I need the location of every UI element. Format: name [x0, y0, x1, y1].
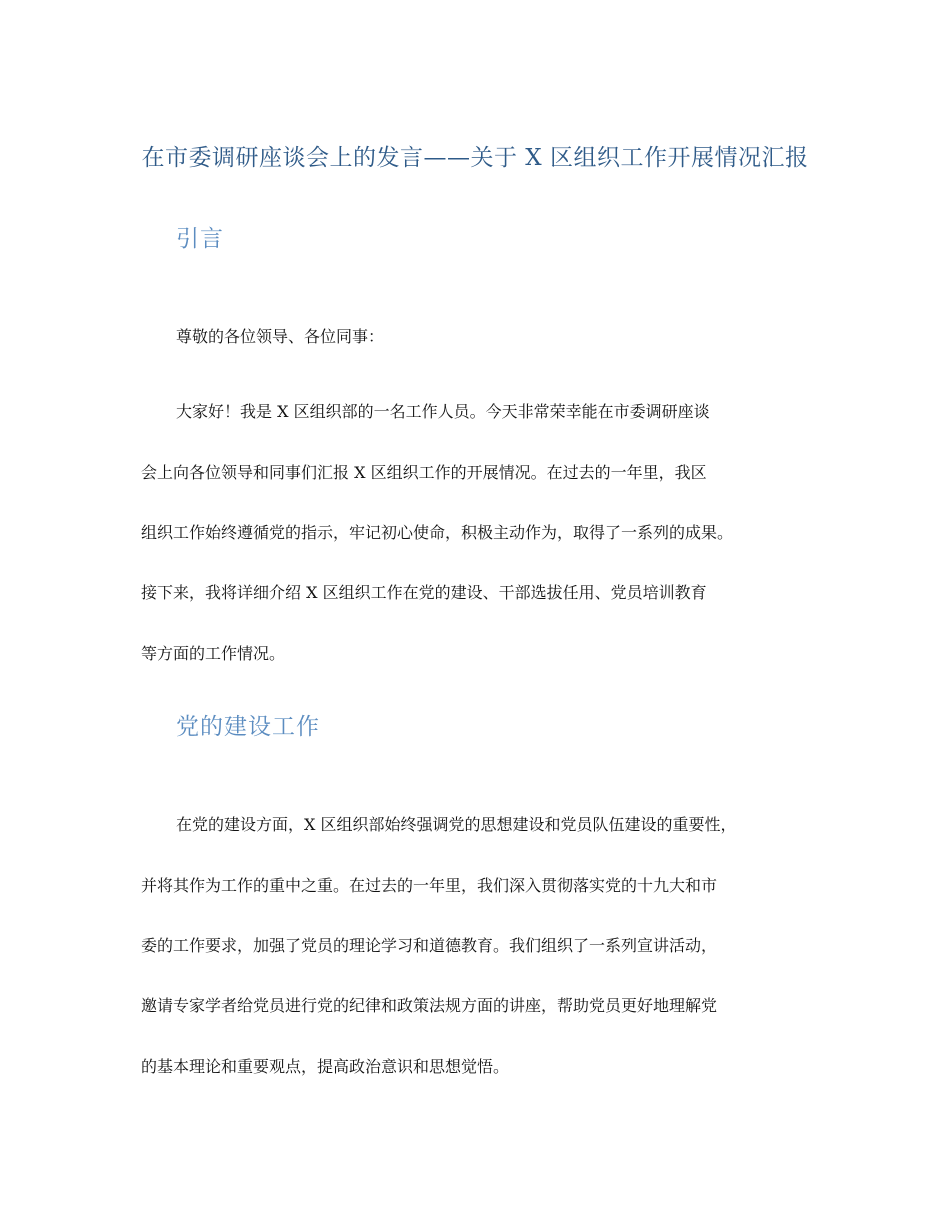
paragraph-line: 等方面的工作情况。 — [141, 644, 286, 663]
paragraph-line: 接下来，我将详细介绍 X 区组织工作在党的建设、干部选拔任用、党员培训教育 — [141, 583, 707, 602]
greeting-line: 尊敬的各位领导、各位同事： — [176, 327, 385, 346]
paragraph-line: 会上向各位领导和同事们汇报 X 区组织工作的开展情况。在过去的一年里，我区 — [141, 463, 707, 482]
paragraph-line: 委的工作要求，加强了党员的理论学习和道德教育。我们组织了一系列宣讲活动， — [141, 936, 718, 955]
paragraph-line: 并将其作为工作的重中之重。在过去的一年里，我们深入贯彻落实党的十九大和市 — [141, 876, 718, 895]
paragraph-line: 的基本理论和重要观点，提高政治意识和思想觉悟。 — [141, 1057, 510, 1076]
paragraph-line: 在党的建设方面，X 区组织部始终强调党的思想建设和党员队伍建设的重要性， — [176, 815, 737, 834]
paragraph-line: 组织工作始终遵循党的指示，牢记初心使命，积极主动作为，取得了一系列的成果。 — [141, 523, 734, 542]
paragraph-line: 邀请专家学者给党员进行党的纪律和政策法规方面的讲座，帮助党员更好地理解党 — [141, 996, 718, 1015]
section-heading-introduction: 引言 — [176, 226, 224, 252]
paragraph-line: 大家好！我是 X 区组织部的一名工作人员。今天非常荣幸能在市委调研座谈 — [176, 402, 710, 421]
section-heading-party-building: 党的建设工作 — [176, 714, 320, 740]
document-title: 在市委调研座谈会上的发言——关于 X 区组织工作开展情况汇报 — [141, 145, 809, 171]
